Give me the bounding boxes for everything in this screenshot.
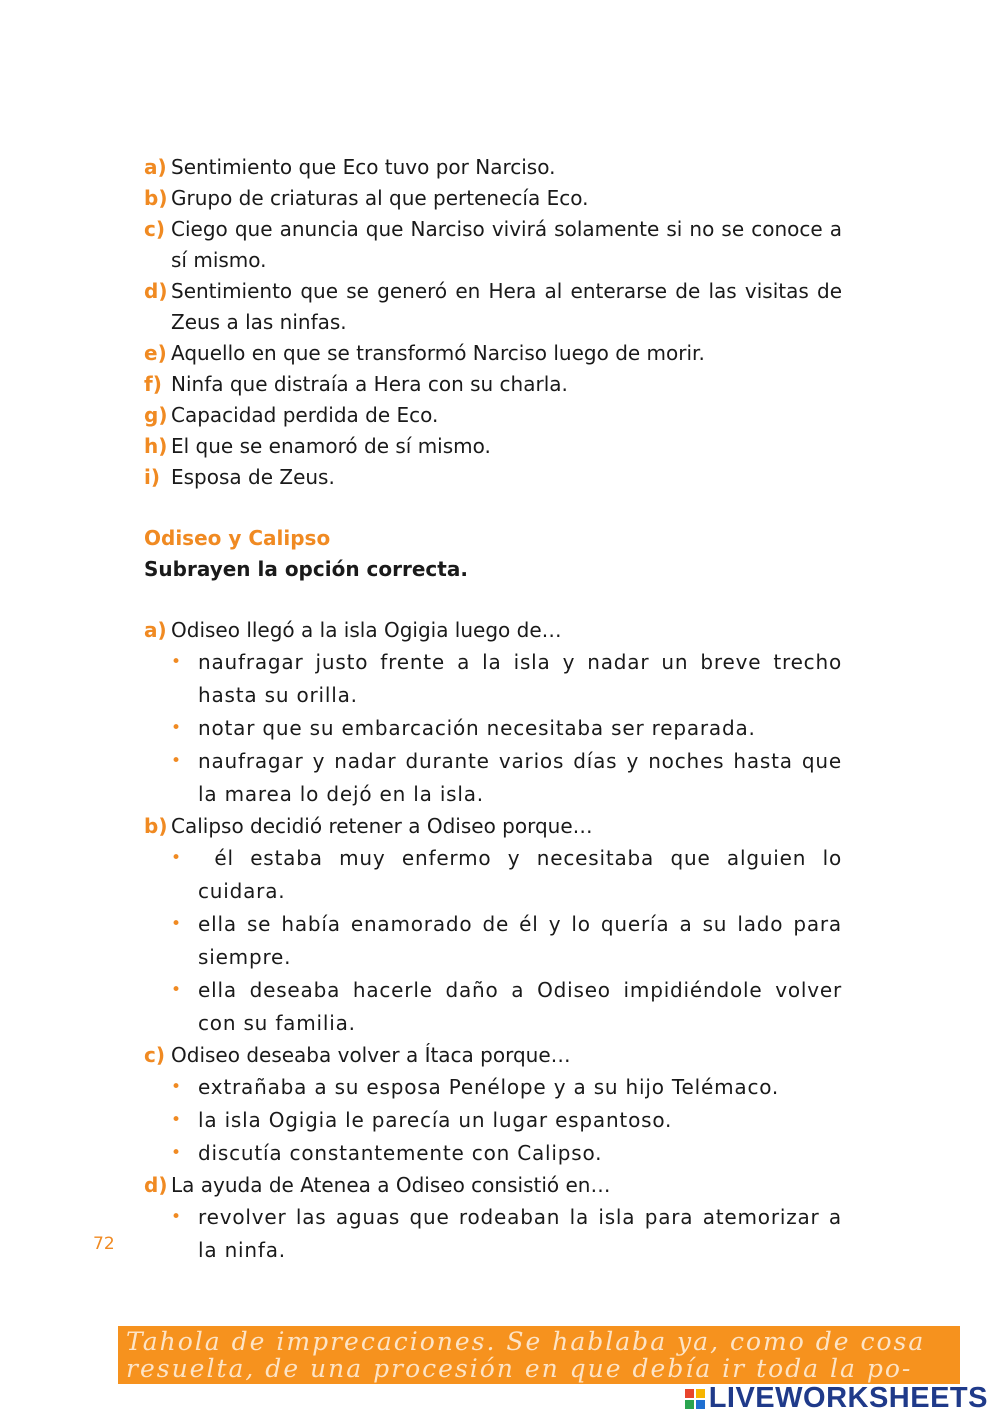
- question-stem: [144, 1170, 842, 1201]
- spacer: [144, 585, 842, 615]
- option-item[interactable]: [171, 842, 850, 908]
- page-number: 72: [93, 1234, 115, 1254]
- option-item[interactable]: [171, 908, 842, 974]
- decorative-banner: [118, 1326, 960, 1384]
- option-item[interactable]: [171, 974, 842, 1040]
- item-text: El que se enamoró de sí mismo.: [171, 434, 491, 458]
- question-text: Calipso decidió retener a Odiseo porque…: [171, 814, 593, 838]
- item-letter: e): [144, 341, 167, 365]
- list-item: [144, 214, 842, 276]
- question-text: Odiseo deseaba volver a Ítaca porque…: [171, 1043, 571, 1067]
- bullet-icon: •: [171, 1207, 182, 1227]
- question-letter: d): [144, 1173, 168, 1197]
- item-letter: a): [144, 155, 167, 179]
- list-item: [144, 400, 842, 431]
- list-item: [144, 338, 842, 369]
- option-text[interactable]: ella se había enamorado de él y lo quería a su lado para siempre.: [198, 912, 842, 969]
- item-text: Ciego que anuncia que Narciso vivirá solamente si no se conoce a sí mismo.: [171, 217, 842, 272]
- bullet-icon: •: [171, 652, 182, 672]
- option-text[interactable]: ella deseaba hacerle daño a Odiseo impidiéndole volver con su familia.: [198, 978, 842, 1035]
- option-item[interactable]: [171, 745, 842, 811]
- bullet-icon: •: [171, 1077, 182, 1097]
- list-item: [144, 276, 842, 338]
- list-item: [144, 431, 842, 462]
- option-item[interactable]: [171, 1071, 842, 1104]
- logo-square: [685, 1389, 694, 1398]
- bullet-icon: •: [171, 751, 182, 771]
- item-letter: b): [144, 186, 168, 210]
- question: [144, 811, 850, 1040]
- item-letter: g): [144, 403, 168, 427]
- option-text[interactable]: naufragar justo frente a la isla y nadar un breve trecho hasta su orilla.: [198, 650, 842, 707]
- option-text[interactable]: notar que su embarcación necesitaba ser reparada.: [198, 716, 756, 740]
- bullet-icon: •: [171, 980, 182, 1000]
- question-text: Odiseo llegó a la isla Ogigia luego de…: [171, 618, 562, 642]
- item-letter: d): [144, 279, 168, 303]
- question-letter: b): [144, 814, 168, 838]
- item-text: Capacidad perdida de Eco.: [171, 403, 439, 427]
- item-text: Sentimiento que se generó en Hera al enterarse de las visitas de Zeus a las ninfas.: [171, 279, 842, 334]
- option-text[interactable]: discutía constantemente con Calipso.: [198, 1141, 603, 1165]
- logo-squares-icon: [685, 1389, 705, 1409]
- definition-list: [144, 152, 842, 493]
- question-stem: [144, 615, 842, 646]
- item-letter: i): [144, 465, 160, 489]
- item-text: Sentimiento que Eco tuvo por Narciso.: [171, 155, 556, 179]
- item-letter: c): [144, 217, 165, 241]
- logo-square: [696, 1389, 705, 1398]
- instruction-text: Subrayen la opción correcta.: [144, 557, 468, 581]
- item-text: Esposa de Zeus.: [171, 465, 335, 489]
- worksheet-content: [144, 152, 850, 1267]
- option-item[interactable]: [171, 1104, 842, 1137]
- option-item[interactable]: [171, 712, 842, 745]
- bullet-icon: •: [171, 1110, 182, 1130]
- item-text: Grupo de criaturas al que pertenecía Eco.: [171, 186, 589, 210]
- option-item[interactable]: [171, 1137, 842, 1170]
- logo-square: [685, 1400, 694, 1409]
- option-text[interactable]: revolver las aguas que rodeaban la isla para atemorizar a la ninfa.: [198, 1205, 842, 1262]
- bullet-icon: •: [171, 718, 182, 738]
- question-stem: [144, 1040, 842, 1071]
- question-letter: c): [144, 1043, 165, 1067]
- option-text[interactable]: la isla Ogigia le parecía un lugar espantoso.: [198, 1108, 673, 1132]
- option-item[interactable]: [171, 646, 842, 712]
- banner-text-line: Tahola de imprecaciones. Se hablaba ya, como de cosa: [126, 1327, 926, 1356]
- section-title: Odiseo y Calipso: [144, 526, 331, 550]
- logo-text: LIVEWORKSHEETS: [708, 1382, 988, 1414]
- question: [144, 1170, 842, 1267]
- question: [144, 1040, 842, 1170]
- question-list: [144, 615, 850, 1267]
- bullet-icon: •: [171, 848, 182, 868]
- list-item: [144, 369, 842, 400]
- option-text[interactable]: él estaba muy enfermo y necesitaba que alguien lo cuidara.: [198, 846, 850, 903]
- list-item: [144, 183, 842, 214]
- banner-text-line: resuelta, de una procesión en que debía ir toda la po-: [126, 1354, 913, 1383]
- question-letter: a): [144, 618, 167, 642]
- list-item: [144, 152, 842, 183]
- bullet-icon: •: [171, 914, 182, 934]
- item-text: Ninfa que distraía a Hera con su charla.: [171, 372, 568, 396]
- option-text[interactable]: extrañaba a su esposa Penélope y a su hijo Telémaco.: [198, 1075, 780, 1099]
- question-stem: [144, 811, 842, 842]
- item-letter: f): [144, 372, 162, 396]
- list-item: [144, 462, 842, 493]
- liveworksheets-logo: [685, 1382, 988, 1415]
- question-text: La ayuda de Atenea a Odiseo consistió en…: [171, 1173, 611, 1197]
- question: [144, 615, 842, 811]
- logo-square: [696, 1400, 705, 1409]
- option-item[interactable]: [171, 1201, 842, 1267]
- item-letter: h): [144, 434, 168, 458]
- item-text: Aquello en que se transformó Narciso luego de morir.: [171, 341, 705, 365]
- option-text[interactable]: naufragar y nadar durante varios días y noches hasta que la marea lo dejó en la isla.: [198, 749, 842, 806]
- spacer: [144, 493, 842, 523]
- bullet-icon: •: [171, 1143, 182, 1163]
